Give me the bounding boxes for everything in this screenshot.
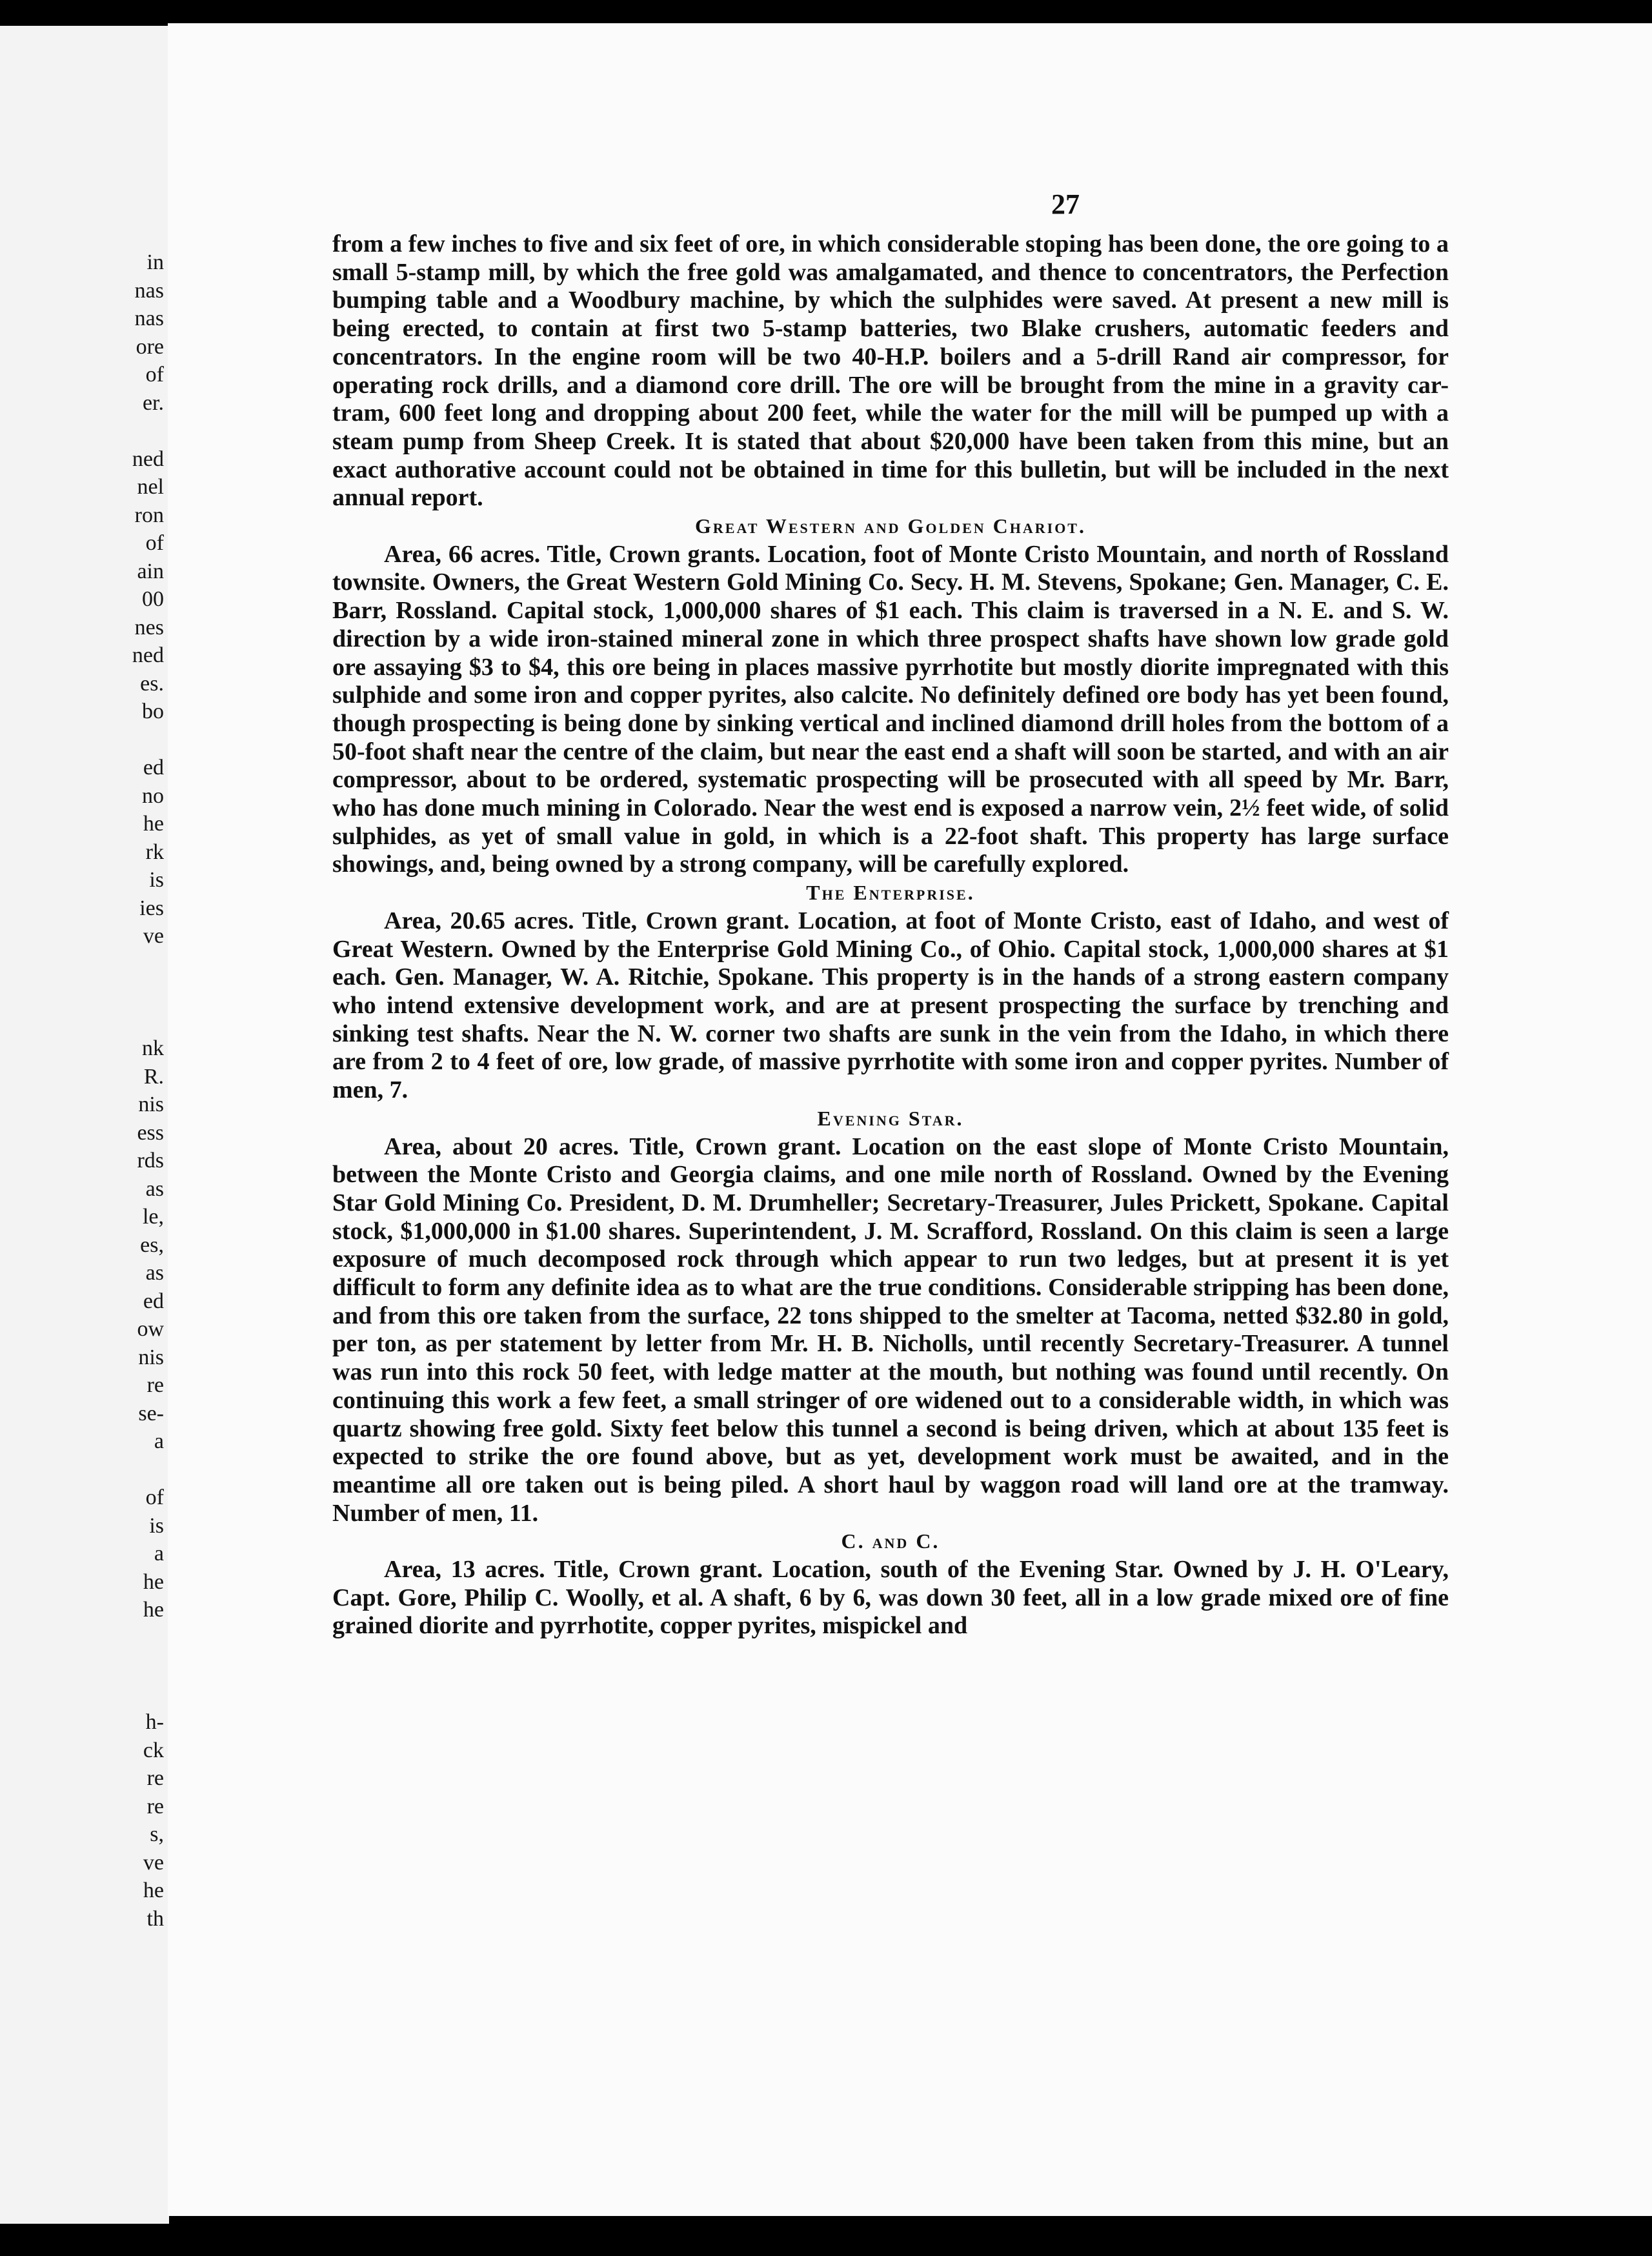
left-page-fragment: le, [142, 1205, 164, 1229]
left-page-fragment: ed [143, 1289, 164, 1313]
left-page-fragment: nas [134, 307, 164, 330]
left-page-fragment: er. [142, 390, 164, 415]
left-page-fragment: ore [136, 334, 164, 359]
left-page-fragment: nel [137, 475, 164, 499]
left-page-fragment: of [145, 363, 164, 387]
left-page-fragment: is [149, 868, 164, 892]
left-page-fragment: ned [132, 447, 164, 471]
left-page-fragment: ve [143, 1850, 164, 1875]
intro-paragraph: from a few inches to five and six feet of ore, in which considerable stoping has been done, the ore going to a small 5-stamp mill, by which the free gold was amalgamated, and thence to concentrators, the Perfection bumping table and a Woodbury machine, by which the sulphides were saved. At present a new mill is being erected, to contain at first two 5-stamp batteries, two Blake crushers, automatic feeders and concentrators. In the engine room will be two 40-H.P. boilers and a 5-drill Rand air compressor, for operating rock drills, and a diamond core drill. The ore will be brought from the mine in a gravity car-tram, 600 feet long and dropping about 200 feet, while the water for the mill will be pumped up with a steam pump from Sheep Creek. It is stated that about $20,000 have been taken from this mine, but an exact authorative account could not be obtained in time for this bulletin, but will be included in the next annual report. [332, 230, 1449, 512]
section-c-and-c [332, 1527, 1449, 1640]
left-page-fragment: ve [143, 924, 164, 948]
left-page-fragment: nas [134, 278, 164, 303]
left-page-fragment: nis [138, 1093, 164, 1116]
section-body: Area, 20.65 acres. Title, Crown grant. Location, at foot of Monte Cristo, east of Idaho, and west of Great Western. Owned by the Enterprise Gold Mining Co., of Ohio. Capital stock, 1,000,000 shares at $1 each. Gen. Manager, W. A. Ritchie, Spokane. This property is in the hands of a strong eastern company who intend extensive development work, and are at present prospecting the surface by trenching and sinking test shafts. Near the N. W. corner two shafts are sunk in the vein from the Idaho, in which there are from 2 to 4 feet of ore, low grade, of massive pyrrhotite with some iron and copper pyrites. Number of men, 7. [332, 907, 1449, 1104]
left-page-fragment: es. [140, 671, 164, 696]
left-page-fragment: no [142, 783, 164, 808]
left-page-fragment: s, [150, 1822, 164, 1846]
left-page-fragment: 00 [142, 587, 164, 611]
left-page-fragment: ies [139, 896, 164, 920]
page-body [332, 230, 1449, 1640]
left-page-fragment: nes [134, 615, 164, 640]
section-heading: The Enterprise. [806, 881, 975, 905]
section-body: Area, 66 acres. Title, Crown grants. Location, foot of Monte Cristo Mountain, and north of Rossland townsite. Owners, the Great Western Gold Mining Co. Secy. H. M. Stevens, Spokane; Gen. Manager, C. E. Barr, Rossland. Capital stock, 1,000,000 shares of $1 each. This claim is traversed in a N. E. and S. W. direction by a wide iron-stained mineral zone in which three prospect shafts have shown low grade gold ore assaying $3 to $4, this ore being in places massive pyrrhotite but mostly diorite impregnated with this sulphide and some iron and copper pyrites, also calcite. No definitely defined ore body has yet been found, though prospecting is being done by sinking vertical and inclined diamond drill holes from the bottom of a 50-foot shaft near the centre of the claim, but near the east end a shaft will soon be started, and with an air compressor, about to be ordered, systematic prospecting will be prosecuted with all speed by Mr. Barr, who has done much mining in Colorado. Near the west end is exposed a narrow vein, 2½ feet wide, of solid sulphides, as yet of small value in gold, in which is a 22-foot shaft. This property has large surface showings, and, being owned by a strong company, will be carefully explored. [332, 540, 1449, 878]
left-page-fragment: h- [145, 1710, 164, 1734]
left-page-fragment: re [146, 1794, 164, 1818]
left-page-fragment: se- [138, 1401, 164, 1425]
left-page-fragment: th [146, 1906, 164, 1931]
section-body: Area, about 20 acres. Title, Crown grant. Location on the east slope of Monte Cristo Mountain, between the Monte Cristo and Georgia claims, and one mile north of Rossland. Owned by the Evening Star Gold Mining Co. President, D. M. Drumheller; Secretary-Treasurer, Jules Prickett, Spokane. Capital stock, $1,000,000 in $1.00 shares. Superintendent, J. M. Scrafford, Rossland. On this claim is seen a large exposure of much decomposed rock through which appear to run two ledges, but at present it is yet difficult to form any definite idea as to what are the true conditions. Considerable stripping has been done, and from this ore taken from the surface, 22 tons shipped to the smelter at Tacoma, netted $32.80 in gold, per ton, as per statement by letter from Mr. H. B. Nicholls, until recently Secretary-Treasurer. A tunnel was run into this rock 50 feet, with ledge matter at the mouth, but nothing was found until recently. On continuing this work a few feet, a small stringer of ore widened out to a considerable width, in which was quartz showing free gold. Sixty feet below this tunnel a second is being driven, which at about 135 feet is expected to strike the ore found above, but as yet, development work must be awaited, and in the meantime all ore taken out is being piled. A short haul by waggon road will land ore at the tramway. Number of men, 11. [332, 1133, 1449, 1527]
left-page-fragment: nis [138, 1345, 164, 1369]
section-evening-star [332, 1105, 1449, 1528]
left-page-fragment: re [146, 1766, 164, 1790]
left-page-fragment: in [146, 250, 164, 274]
left-page-fragment: ess [137, 1120, 164, 1145]
left-page-fragment: ron [134, 503, 164, 527]
page-number: 27 [1051, 188, 1080, 220]
left-page-fragment: is [149, 1513, 164, 1538]
left-page-fragment: ain [137, 559, 164, 583]
section-great-western [332, 512, 1449, 879]
left-page-fragment: bo [142, 700, 164, 723]
left-page-fragment: he [143, 1878, 164, 1902]
section-body: Area, 13 acres. Title, Crown grant. Location, south of the Evening Star. Owned by J. H. O'Leary, Capt. Gore, Philip C. Woolly, et al. A shaft, 6 by 6, was down 30 feet, all in a low grade mixed ore of fine grained diorite and pyrrhotite, copper pyrites, mispickel and [332, 1556, 1449, 1640]
section-enterprise [332, 879, 1449, 1105]
left-page-fragment: of [145, 1486, 164, 1509]
left-page-edge [0, 26, 169, 2224]
left-page-fragment: R. [143, 1064, 164, 1089]
left-page-fragment: ed [143, 756, 164, 780]
left-page-fragment: ow [137, 1317, 164, 1341]
left-page-fragment: he [143, 812, 164, 836]
left-page-fragment: ck [143, 1738, 164, 1762]
left-page-fragment: re [146, 1373, 164, 1397]
left-page-fragment: rds [137, 1149, 164, 1173]
left-page-fragment: of [145, 531, 164, 555]
left-page-fragment: es, [140, 1233, 164, 1257]
section-heading: C. and C. [841, 1529, 940, 1553]
section-heading: Evening Star. [817, 1106, 964, 1130]
left-page-fragment: rk [145, 840, 164, 864]
left-page-fragment: he [143, 1598, 164, 1622]
left-page-fragment: he [143, 1569, 164, 1594]
section-heading: Great Western and Golden Chariot. [695, 514, 1086, 538]
left-page-fragment: nk [142, 1036, 164, 1060]
left-page-fragment: as [145, 1261, 164, 1285]
left-page-fragment: a [154, 1542, 164, 1566]
left-page-fragment: ned [132, 643, 164, 667]
left-page-fragment: a [154, 1429, 164, 1453]
left-page-fragment: as [145, 1176, 164, 1201]
